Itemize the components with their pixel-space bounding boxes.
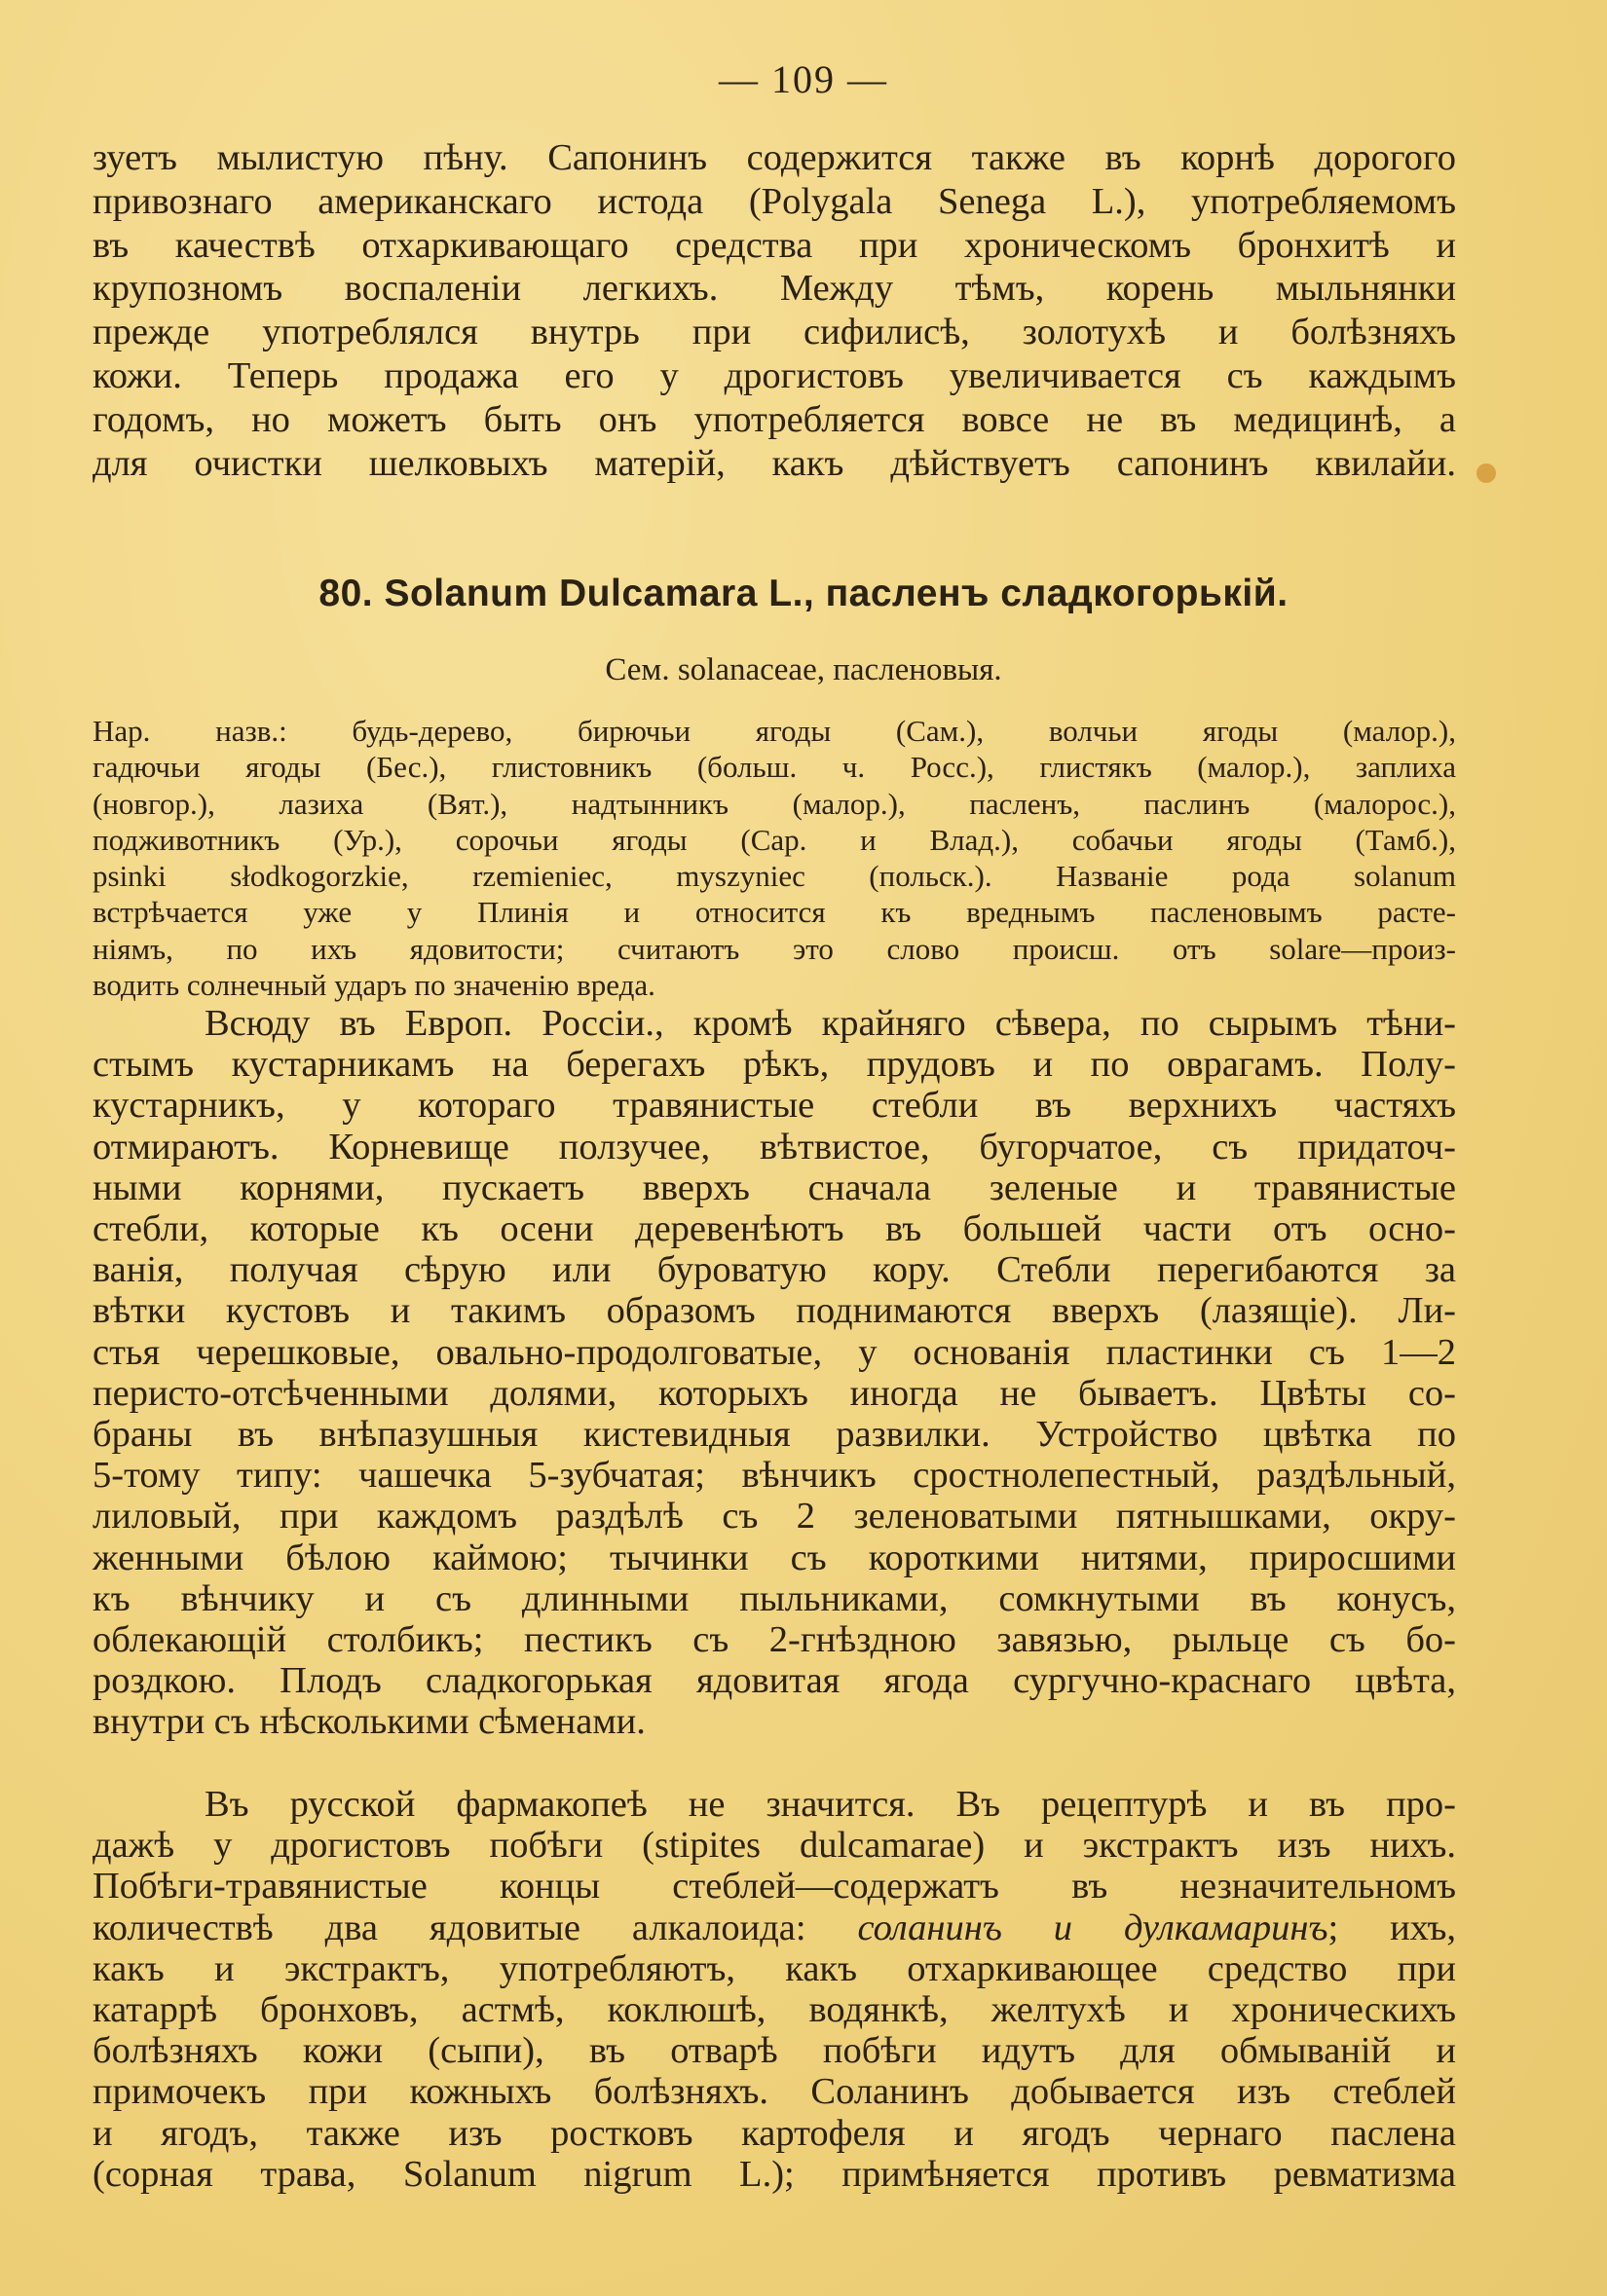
text-line: роздкою. Плодъ сладкогорькая ядовитая ягода сургучно-краснаго цвѣта, [93,1660,1456,1702]
text-line: подживотникъ (Ур.), сорочьи ягоды (Сар. и Влад.), собачьи ягоды (Тамб.), [93,822,1456,857]
text-line: ніямъ, по ихъ ядовитости; считаютъ это слово происш. отъ solare—произ- [93,931,1456,966]
text-line: Въ русской фармакопеѣ не значится. Въ рецептурѣ и въ про- [205,1784,1456,1825]
text-segment: ; ихъ, [1327,1907,1456,1948]
text-line: браны въ внѣпазушныя кистевидныя развилки. Устройство цвѣтка по [93,1414,1456,1456]
alkaloid-names: соланинъ и дулкамаринъ [857,1907,1328,1948]
text-line: ванія, получая сѣрую или буроватую кору. Стебли перегибаются за [93,1249,1456,1291]
text-line: ными корнями, пускаетъ вверхъ сначала зеленые и травянистые [93,1167,1456,1208]
text-line: встрѣчается уже у Плинія и относится къ вреднымъ пасленовымъ расте- [93,895,1456,930]
text-line: болѣзняхъ кожи (сыпи), въ отварѣ побѣги идутъ для обмыванiй и [93,2030,1456,2072]
text-line: къ вѣнчику и съ длинными пыльниками, сомкнутыми въ конусъ, [93,1577,1456,1619]
text-line: годомъ, но можетъ быть онъ употребляется вовсе не въ медицинѣ, а [93,398,1456,440]
text-line: катаррѣ бронховъ, астмѣ, коклюшѣ, водянкѣ, желтухѣ и хроническихъ [93,1989,1456,2031]
text-line: перисто-отсѣченными долями, которыхъ иногда не бываетъ. Цвѣты со- [93,1372,1456,1414]
text-line: внутри съ нѣсколькими сѣменами. [93,1701,646,1743]
text-line: женными бѣлою каймою; тычинки съ короткими нитями, приросшими [93,1537,1456,1578]
text-line: psinki słodkogorzkie, rzemieniec, myszyniec (польск.). Названіе рода solanum [93,859,1456,894]
text-line: и ягодъ, также изъ ростковъ картофеля и ягодъ чернаго паслена [93,2112,1456,2154]
text-line: вѣтки кустовъ и такимъ образомъ поднимаются вверхъ (лазящіе). Ли- [93,1290,1456,1332]
section-heading: 80. Solanum Dulcamara L., пасленъ сладкогорькій. [318,573,1289,614]
paragraph-saponin-continued [93,136,1456,485]
text-line: водить солнечный ударъ по значенію вреда. [93,968,655,1003]
text-line: стымъ кустарникамъ на берегахъ рѣкъ, прудовъ и по оврагамъ. Полу- [93,1044,1456,1086]
text-line: гадючьи ягоды (Бес.), глистовникъ (больш. ч. Росс.), глистякъ (малор.), заплиха [93,750,1456,785]
text-line: въ качествѣ отхаркивающаго средства при хроническомъ бронхитѣ и [93,224,1456,266]
text-line: отмираютъ. Корневище ползучее, вѣтвистое, бугорчатое, съ придаточ- [93,1126,1456,1167]
folk-names-paragraph [93,713,1456,1003]
paper-stain [1476,463,1496,483]
text-line: Побѣги-травянистые концы стеблей—содержатъ въ незначительномъ [93,1866,1456,1907]
text-line: дажѣ у дрогистовъ побѣги (stipites dulcamarae) и экстрактъ изъ нихъ. [93,1825,1456,1867]
text-line: привознаго американскаго истода (Polygala Senega L.), употребляемомъ [93,180,1456,222]
text-line: (сорная трава, Solanum nigrum L.); примѣняется противъ ревматизма [93,2153,1456,2195]
text-line: кожи. Теперь продажа его у дрогистовъ увеличивается съ каждымъ [93,354,1456,396]
page-number: — 109 — [719,57,888,101]
text-line: крупозномъ воспаленіи легкихъ. Между тѣмъ, корень мыльнянки [93,268,1456,310]
text-line [93,1907,1456,1948]
text-line: зуетъ мылистую пѣну. Сапонинъ содержится также въ корнѣ дорогого [93,137,1456,178]
text-line: лиловый, при каждомъ раздѣлѣ съ 2 зеленоватыми пятнышками, окру- [93,1496,1456,1537]
text-line: прежде употреблялся внутрь при сифилисѣ, золотухѣ и болѣзняхъ [93,312,1456,353]
text-line: стья черешковые, овально-продолговатые, у основанія пластинки съ 1—2 [93,1331,1456,1373]
text-line: Нар. назв.: будь-дерево, бирючьи ягоды (Сам.), волчьи ягоды (малор.), [93,714,1456,748]
text-line: кустарникъ, у котораго травянистые стебли въ верхнихъ частяхъ [93,1085,1456,1127]
text-line: примочекъ при кожныхъ болѣзняхъ. Соланинъ добывается изъ стеблей [93,2071,1456,2113]
text-line: какъ и экстрактъ, употребляютъ, какъ отхаркивающее средство при [93,1947,1456,1989]
pharmacy-paragraph [93,1784,1456,2195]
text-line: для очистки шелковыхъ матерій, какъ дѣйствуетъ сапонинъ квилайи. [93,442,1456,484]
text-line: 5-тому типу: чашечка 5-зубчатая; вѣнчикъ сростнолепестный, раздѣльный, [93,1455,1456,1497]
text-line: Всюду въ Европ. Россіи., кромѣ крайняго сѣвера, по сырымъ тѣни- [205,1003,1456,1044]
text-line: облекающій столбикъ; пестикъ съ 2-гнѣздною завязью, рыльце съ бо- [93,1619,1456,1661]
text-segment: количествѣ два ядовитые алкалоида: [93,1907,858,1948]
family-line: Сем. solanaceae, пасленовыя. [605,652,1002,687]
description-paragraph [93,1003,1456,1743]
text-line: стебли, которые къ осени деревенѣютъ въ большей части отъ осно- [93,1208,1456,1250]
text-line: (новгор.), лазиха (Вят.), надтынникъ (малор.), пасленъ, паслинъ (малорос.), [93,786,1456,821]
